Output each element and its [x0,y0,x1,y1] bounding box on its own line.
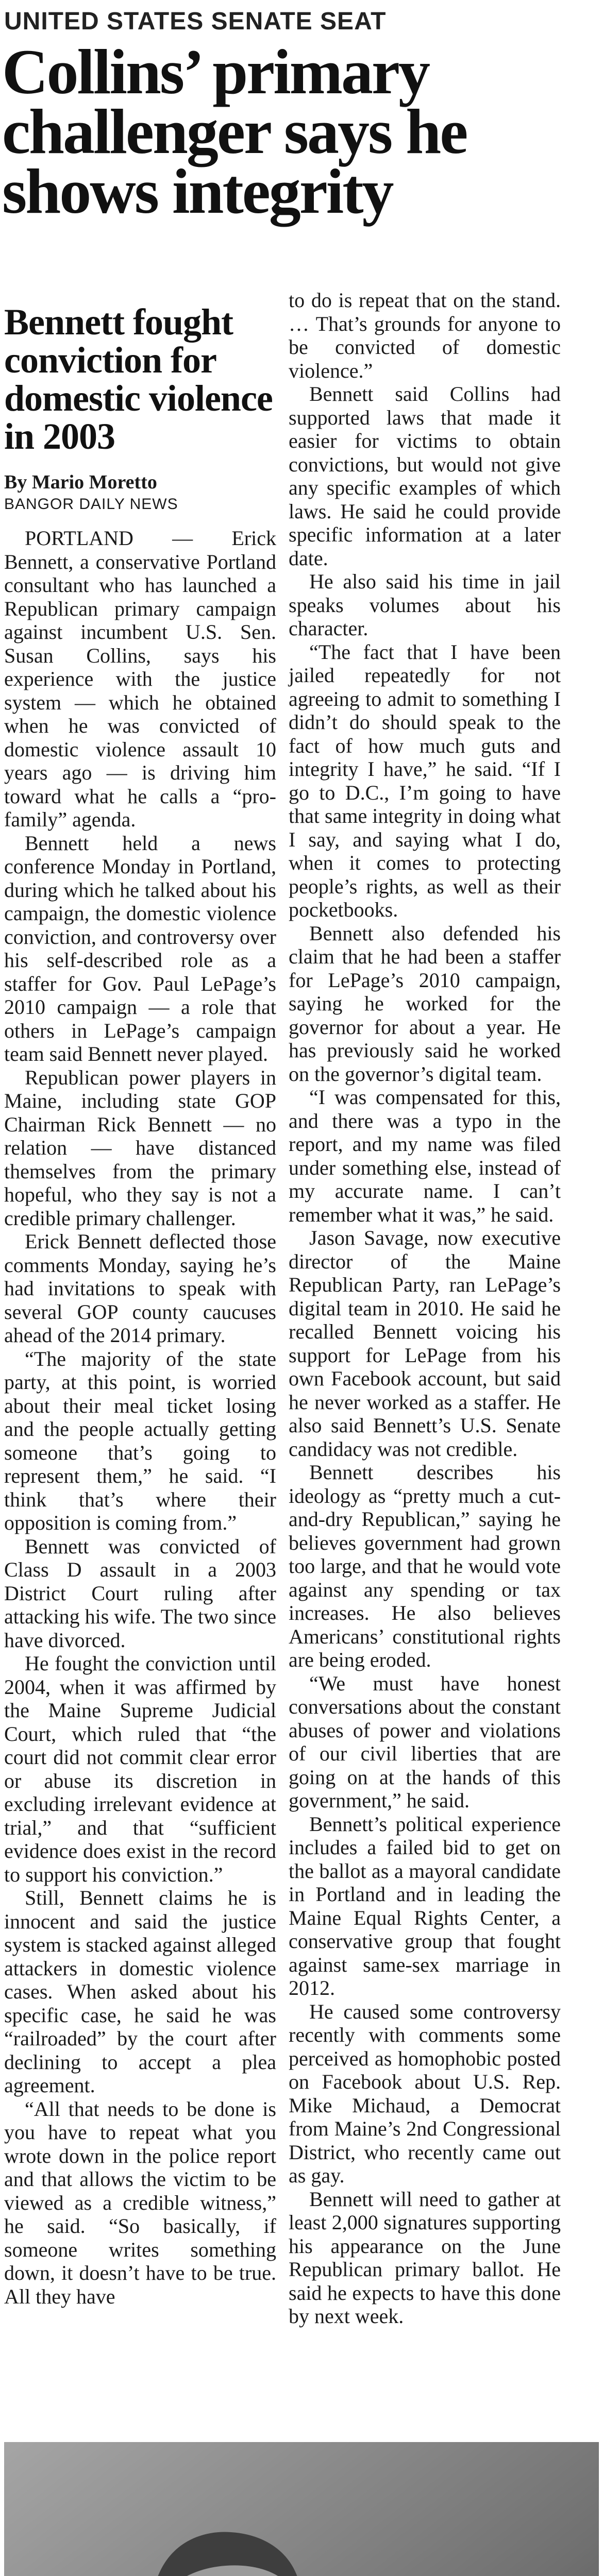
section-kicker: UNITED STATES SENATE SEAT [4,8,387,35]
article-paragraph: Bennett will need to gather at least 2,000 signatures supporting his appearance on the June Republican primary ballot. He said he expects to have this done by next week. [289,2187,561,2328]
article-paragraph: Bennett held a news conference Monday in Portland, during which he talked about his campaign, the domestic violence conviction, and controversy over his self-described role as a staffer for Gov. Paul LePage’s 2010 campaign — a role that others in LePage’s campaign team said Bennett never played. [4,831,276,1065]
candidate-photo [4,2442,599,2576]
article-paragraph: “The majority of the state party, at this point, is worried about their meal ticket losing and the people actually getting someone that’s going to represent them,” he said. “I think that’s where their opposition is coming from.” [4,1347,276,1534]
headline [2,37,600,227]
article-paragraph: “All that needs to be done is you have to repeat what you wrote down in the police report and that allows the victim to be viewed as a credible witness,” he said. “So basically, if someone writes something down, it doesn’t have to be true. All they have [4,2097,276,2308]
byline-affiliation: BANGOR DAILY NEWS [4,496,178,513]
article-paragraph: to do is repeat that on the stand. … That’s grounds for anyone to be convicted of domestic violence.” [289,289,561,382]
article-paragraph: Bennett’s political experience includes a failed bid to get on the ballot as a mayoral candidate in Portland and in leading the Maine Equal Rights Center, a conservative group that fought against same-sex marriage in 2012. [289,1812,561,1999]
deck-subheadline: Bennett fought conviction for domestic violence in 2003 [4,301,273,457]
article-column-left [4,289,276,2308]
article-paragraph: PORTLAND — Erick Bennett, a conservative Portland consultant who has launched a Republican primary campaign against incumbent U.S. Sen. Susan Collins, says his experience with the justice system — which he obtained when he was convicted of domestic violence assault 10 years ago — is driving him toward what he calls a “pro-family” agenda. [4,527,276,831]
byline: By Mario Moretto [4,471,157,493]
article-paragraph: Bennett describes his ideology as “pretty much a cut-and-dry Republican,” saying he believes government had grown too large, and that he would vote against any spending or tax increases. He also believes Americans’ constitutional rights are being eroded. [289,1461,561,1671]
article-paragraph: Bennett was convicted of Class D assault in a 2003 District Court ruling after attacking his wife. The two since have divorced. [4,1534,277,1652]
article-paragraph: He fought the conviction until 2004, when it was affirmed by the Maine Supreme Judicial Court, which ruled that “the court did not commit clear error or abuse its discretion in excluding irrelevant evidence at trial,” and that “sufficient evidence does exist in the record to support his conviction.” [4,1652,276,1886]
article-paragraph: He also said his time in jail speaks volumes about his character. [289,570,561,640]
portrait-illustration [4,2442,599,2576]
article-paragraph: Still, Bennett claims he is innocent and said the justice system is stacked against alleged attackers in domestic violence cases. When asked about his specific case, he said he was “railroaded” by the court after declining to accept a plea agreement. [4,1886,276,2097]
headline-line: Collins’ primary [2,37,429,107]
article-body-right [289,289,561,2328]
article-paragraph: “I was compensated for this, and there was a typo in the report, and my name was filed under something else, instead of my accurate name. I can’t remember what it was,” he said. [289,1086,561,1226]
article-paragraph: “The fact that I have been jailed repeatedly for not agreeing to admit to something I didn’t do should speak to the fact of how much guts and integrity I have,” he said. “If I go to D.C., I’m going to have that same integrity in doing what I say, and saying what I do, when it comes to protecting people’s rights, as well as their pocketbooks. [289,640,561,921]
article-body-left [4,527,276,2308]
article-paragraph: Bennett also defended his claim that he had been a staffer for LePage’s 2010 campaign, saying he worked for the governor for about a year. He has previously said he worked on the governor’s digital team. [289,921,561,1086]
article-paragraph: He caused some controversy recently with comments some perceived as homophobic posted on Facebook about U.S. Rep. Mike Michaud, a Democrat from Maine’s 2nd Congressional District, who recently came out as gay. [289,1999,561,2187]
article-paragraph: Jason Savage, now executive director of the Maine Republican Party, ran LePage’s digital team in 2010. He said he recalled Bennett voicing his support for LePage from his own Facebook account, but said he never worked as a staffer. He also said Bennett’s U.S. Senate candidacy was not credible. [289,1226,561,1461]
article-paragraph: Erick Bennett deflected those comments Monday, saying he’s had invitations to speak with several GOP county caucuses ahead of the 2014 primary. [4,1230,276,1347]
article-paragraph: “We must have honest conversations about the constant abuses of power and violations of our civil liberties that are going on at the hands of this government,” he said. [289,1671,561,1812]
headline-line: shows integrity [2,156,393,227]
headline-line: challenger says he [2,96,467,167]
article-column-right [289,289,561,2328]
article-paragraph: Republican power players in Maine, including state GOP Chairman Rick Bennett — no relation — have distanced themselves from the primary hopeful, who they say is not a credible primary challenger. [4,1065,276,1230]
article-paragraph: Bennett said Collins had supported laws that made it easier for victims to obtain convictions, but would not give any specific examples of which laws. He said he could provide specific information at a later date. [289,382,561,570]
